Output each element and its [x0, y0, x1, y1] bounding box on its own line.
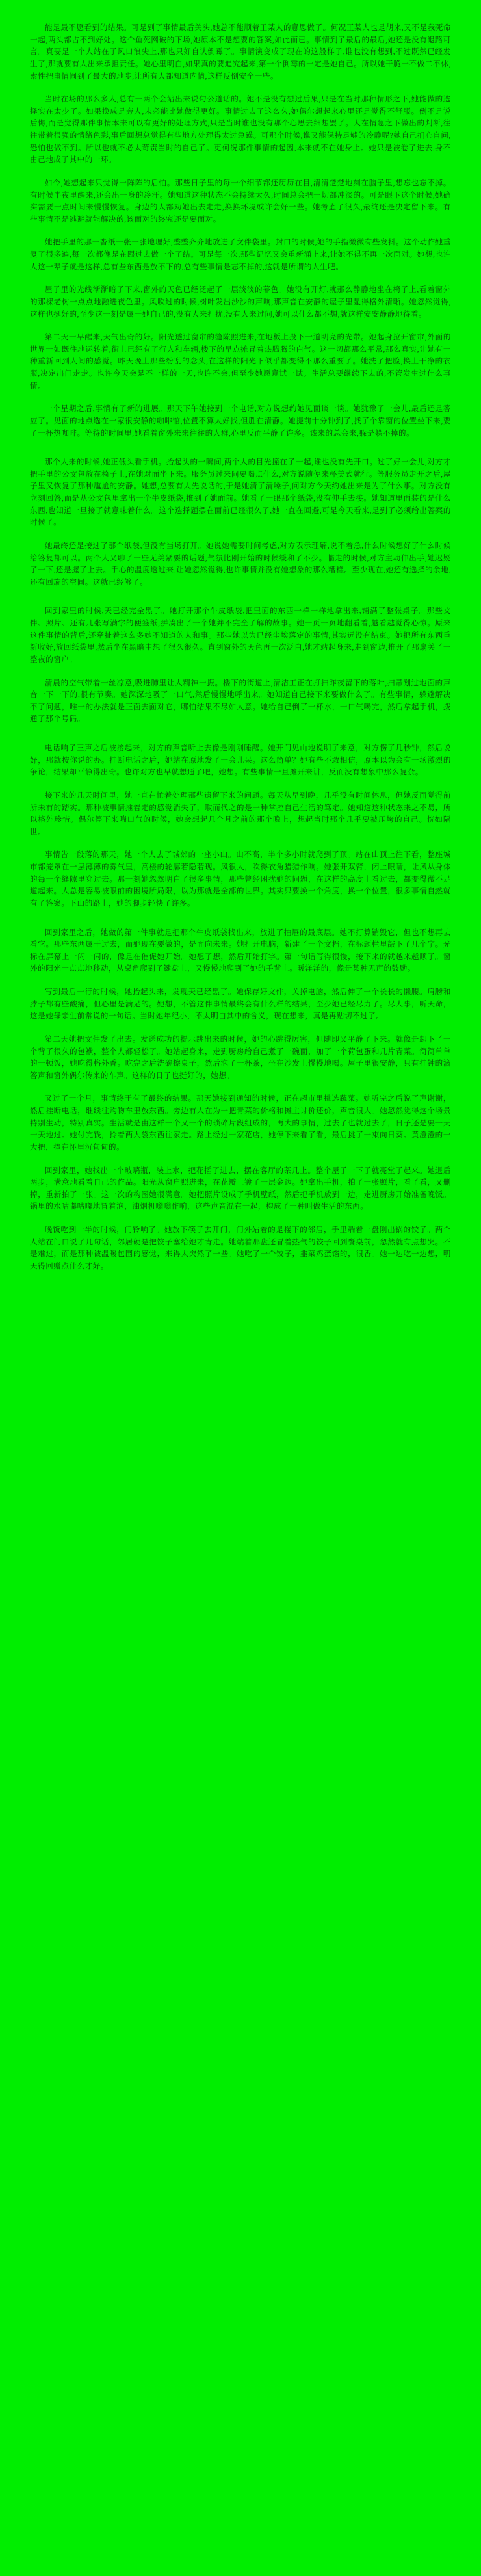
paragraph: 屋子里的光线渐渐暗了下来,窗外的天色已经泛起了一层淡淡的暮色。她没有开灯,就那么静静地坐在椅子上,看着窗外的那棵老树一点点地融进夜色里。风吹过的时候,树叶发出沙沙的声响,那声音在安静的屋子里显得格外清晰。她忽然觉得,这样也挺好的,至少这一刻是属于她自己的,没有人来打扰,没有人来过问,她可以什么都不想,就这样安安静静地待着。: [30, 286, 451, 319]
paragraph: 又过了一个月，事情终于有了最终的结果。那天她接到通知的时候，正在超市里挑选蔬菜。她听完之后说了声谢谢，然后挂断电话，继续往购物车里放东西。旁边有人在为一把青菜的价格和摊主讨价还价，声音很大。她忽然觉得这个场景特别生动，特别真实。生活就是由这样一个又一个的琐碎片段组成的，再大的事情，过去了也就过去了，日子还是要一天一天地过。她付完钱，拎着两大袋东西往家走。路上经过一家花店，她停下来看了看，最后挑了一束向日葵。黄澄澄的一大把，捧在怀里沉甸甸的。: [30, 1095, 451, 1151]
paragraph: 电话响了三声之后被接起来，对方的声音听上去像是刚刚睡醒。她开门见山地说明了来意，对方愣了几秒钟，然后说好，那就按你说的办。挂断电话之后，她站在原地发了一会儿呆。这么简单？她有些不敢相信，原本以为会有一场激烈的争论，结果却平静得出奇。也许对方也早就想通了吧，她想。有些事情一旦摊开来讲，反而没有想象中那么复杂。: [30, 744, 451, 777]
paragraph: 回到家里之后，她做的第一件事就是把那个牛皮纸袋找出来，放进了抽屉的最底层。她不打算销毁它，但也不想再去看它。那些东西属于过去，而她现在要做的，是面向未来。她打开电脑，新建了一个文档，在标题栏里敲下了几个字。光标在屏幕上一闪一闪的，像是在催促她开始。她想了想，然后开始打字。第一句话写得很慢，接下来的就越来越顺了。窗外的阳光一点点地移动，从桌角爬到了键盘上，又慢慢地爬到了她的手背上。暖洋洋的，像是某种无声的鼓励。: [30, 928, 451, 973]
paragraph: 她把手里的那一沓纸一张一张地理好,整整齐齐地放进了文件袋里。封口的时候,她的手指微微有些发抖。这个动作她重复了很多遍,每一次都像是在跟过去做一个了结。可是每一次,那些记忆又会重新涌上来,让她不得不再一次面对。她想,也许人这一辈子就是这样,总有些东西是放不下的,总有些事情是忘不掉的,这就是所谓的人生吧。: [30, 239, 451, 271]
paragraph: 回到家里的时候,天已经完全黑了。她打开那个牛皮纸袋,把里面的东西一样一样地拿出来,铺满了整张桌子。那些文件、照片、还有几张写满字的便签纸,拼凑出了一个她并不完全了解的故事。她一页一页地翻看着,越看越觉得心惊。原来这件事情的背后,还牵扯着这么多她不知道的人和事。那些她以为已经尘埃落定的事情,其实远没有结束。她把所有东西重新收好,放回纸袋里,然后坐在黑暗中想了很久很久。直到窗外的天色再一次泛白,她才站起身来,走到窗边,推开了那扇关了一整夜的窗户。: [30, 607, 451, 664]
paragraph: 第二天她把文件发了出去。发送成功的提示跳出来的时候，她的心跳得厉害，但随即又平静了下来。就像是卸下了一个背了很久的包袱，整个人都轻松了。她站起身来，走到厨房给自己煮了一碗面，加了一个荷包蛋和几片青菜。简简单单的一顿饭，她吃得格外香。吃完之后洗碗擦桌子，然后泡了一杯茶，坐在沙发上慢慢地喝。屋子里很安静，只有挂钟的滴答声和窗外偶尔传来的车声。这样的日子也挺好的，她想。: [30, 1035, 451, 1080]
paragraph: 如今,她想起来只觉得一阵阵的后怕。那些日子里的每一个细节都还历历在目,清清楚楚地刻在脑子里,想忘也忘不掉。有时候半夜里醒来,还会出一身的冷汗。她知道这种状态不会持续太久,时间总会把一切都冲淡的。可是眼下这个时候,她确实需要一点时间来慢慢恢复。身边的人都劝她出去走走,换换环境或许会好一些。她考虑了很久,最终还是决定留下来。有些事情不是逃避就能解决的,该面对的终究还是要面对。: [30, 179, 451, 224]
paragraph: 接下来的几天时间里，她一直在忙着处理那些遗留下来的问题。每天从早到晚，几乎没有时间休息，但她反而觉得前所未有的踏实。那种被事情推着走的感觉消失了，取而代之的是一种掌控自己生活的笃定。她知道这种状态来之不易，所以格外珍惜。偶尔停下来喘口气的时候，她会想起几个月之前的那个晚上，想起当时那个几乎要被压垮的自己。恍如隔世。: [30, 791, 451, 836]
paragraph: 晚饭吃到一半的时候，门铃响了。她放下筷子去开门，门外站着的是楼下的邻居，手里端着一盘刚出锅的饺子。两个人站在门口说了几句话，邻居硬是把饺子塞给她才肯走。她端着那盘还冒着热气的饺子回到餐桌前，忽然就有点想哭。不是难过，而是那种被温暖包围的感觉，来得太突然了一些。她吃了一个饺子，韭菜鸡蛋馅的，很香。她一边吃一边想，明天得回赠点什么才好。: [30, 1226, 451, 1270]
paragraph: 第二天一早醒来,天气出奇的好。阳光透过窗帘的缝隙照进来,在地板上投下一道明亮的光带。她起身拉开窗帘,外面的世界一如既往地运转着,街上已经有了行人和车辆,楼下的早点摊冒着热腾腾的白气。这一切都那么平常,那么真实,让她有一种重新回到人间的感觉。昨天晚上那些纷乱的念头,在这样的阳光下似乎都变得不那么重要了。她洗了把脸,换上干净的衣服,决定出门走走。也许今天会是不一样的一天,也许不会,但至少她愿意试一试。生活总要继续下去的,不管发生过什么事情。: [30, 334, 451, 390]
paragraph: 那个人来的时候,她正低头看手机。抬起头的一瞬间,两个人的目光撞在了一起,谁也没有先开口。过了好一会儿,对方才把手里的公文包放在椅子上,在她对面坐下来。服务员过来问要喝点什么,对方说随便来杯美式就行。等服务员走开之后,屋子里又恢复了那种尴尬的安静。她想,总要有人先说话的,于是她清了清嗓子,问对方今天约她出来是为了什么事。对方没有立刻回答,而是从公文包里拿出一个牛皮纸袋,推到了她面前。她看了一眼那个纸袋,没有伸手去接。她知道里面装的是什么东西,也知道一旦接了就意味着什么。这个选择题摆在面前已经很久了,她一直在回避,可是今天看来,是到了必须给出答案的时候了。: [30, 458, 451, 527]
document-body: [30, 22, 451, 1273]
paragraph: 一个星期之后,事情有了新的进展。那天下午她接到一个电话,对方说想约她见面谈一谈。她犹豫了一会儿,最后还是答应了。见面的地点选在一家很安静的咖啡馆,位置不算太好找,但胜在清静。她提前十分钟到了,找了个靠窗的位置坐下来,要了一杯热咖啡。等待的时间里,她看着窗外来来往往的人群,心里反而平静了许多。该来的总会来,躲是躲不掉的。: [30, 405, 451, 438]
paragraph: 能是最不愿看到的结果。可是到了事情最后关头,她总不能顺着王某人的意思做了。何况王某人也是胡来,又不是我死命一起,两头都占不到好处。这个鱼死网破的下场,她原本不是想要的答案,如此而已。事情到了最后的最后,她还是没有退路可言。真要是一个人站在了风口浪尖上,那也只好自认倒霉了。事情演变成了现在的这般样子,谁也没有想到,不过既然已经发生了,那就要有人出来承担责任。她心里明白,如果真的要追究起来,第一个倒霉的一定是她自己。所以她干脆一不做二不休,索性把事情闹到了最大的地步,让所有人都知道内情,这样反倒安全一些。: [30, 24, 451, 81]
paragraph: 她最终还是接过了那个纸袋,但没有当场打开。她说她需要时间考虑,对方表示理解,说不着急,什么时候想好了什么时候给答复都可以。两个人又聊了一些无关紧要的话题,气氛比刚开始的时候缓和了不少。临走的时候,对方主动伸出手,她迟疑了一下,还是握了上去。手心的温度透过来,让她忽然觉得,也许事情并没有她想象的那么糟糕。至少现在,她还有选择的余地,还有回旋的空间。这就已经够了。: [30, 542, 451, 586]
paragraph: 清晨的空气带着一丝凉意,吸进肺里让人精神一振。楼下的街道上,清洁工正在打扫昨夜留下的落叶,扫帚划过地面的声音一下一下的,很有节奏。她深深地吸了一口气,然后慢慢地呼出来。她知道自己接下来要做什么了。有些事情，躲避解决不了问题，唯一的办法就是正面去面对它，哪怕结果不尽如人意。她给自己倒了一杯水，一口气喝完，然后拿起手机，拨通了那个号码。: [30, 679, 451, 724]
paragraph: 当时在场的那么多人,总有一两个会站出来说句公道话的。她不是没有想过后果,只是在当时那种情形之下,她能做的选择实在太少了。如果换成是旁人,未必能比她做得更好。事情过去了这么久,她偶尔想起来心里还是觉得不舒服。倒不是说后悔,而是觉得那件事情本来可以有更好的处理方式,只是当时谁也没有那个心思去细想罢了。人在情急之下做出的判断,往往带着很强的情绪色彩,事后回想总觉得有些地方处理得太过急躁。可那个时候,谁又能保持足够的冷静呢?她自己扪心自问,恐怕也做不到。所以也就不必太苛责当时的自己了。更何况那件事情的起因,本来就不在她身上。她只是被卷了进去,身不由己地成了其中的一环。: [30, 96, 451, 164]
paragraph: 事情告一段落的那天，她一个人去了城郊的一座小山。山不高，半个多小时就爬到了顶。站在山顶上往下看，整座城市都笼罩在一层薄薄的雾气里，高楼的轮廓若隐若现。风很大，吹得衣角猎猎作响。她张开双臂，闭上眼睛，让风从身体的每一个缝隙里穿过去。那一刻她忽然明白了很多事情，那些曾经困扰她的问题，在这样的高度上看过去，都变得微不足道起来。人总是容易被眼前的困境所局限，以为那就是全部的世界。其实只要换一个角度，换一个位置，很多事情自然就有了答案。下山的路上，她的脚步轻快了许多。: [30, 851, 451, 908]
paragraph: 回到家里，她找出一个玻璃瓶，装上水，把花插了进去，摆在客厅的茶几上。整个屋子一下子就亮堂了起来。她退后两步，满意地看着自己的作品。阳光从窗户照进来，在花瓣上镀了一层金边。她拿出手机，拍了一张照片，看了看，又删掉，重新拍了一张。这一次的构图她很满意。她把照片设成了手机壁纸，然后把手机放到一边，走进厨房开始准备晚饭。锅里的水咕嘟咕嘟地冒着泡，油烟机嗡嗡作响，这些声音混在一起，构成了一种叫做生活的东西。: [30, 1166, 451, 1211]
paragraph: 写到最后一行的时候，她抬起头来，发现天已经黑了。她保存好文件，关掉电脑，然后伸了一个长长的懒腰。肩膀和脖子都有些酸痛，但心里是满足的。她想，不管这件事情最终会有什么样的结果，至少她已经尽力了。尽人事，听天命，这是她母亲生前常说的一句话。当时她年纪小，不太明白其中的含义，现在想来，真是再贴切不过了。: [30, 988, 451, 1021]
